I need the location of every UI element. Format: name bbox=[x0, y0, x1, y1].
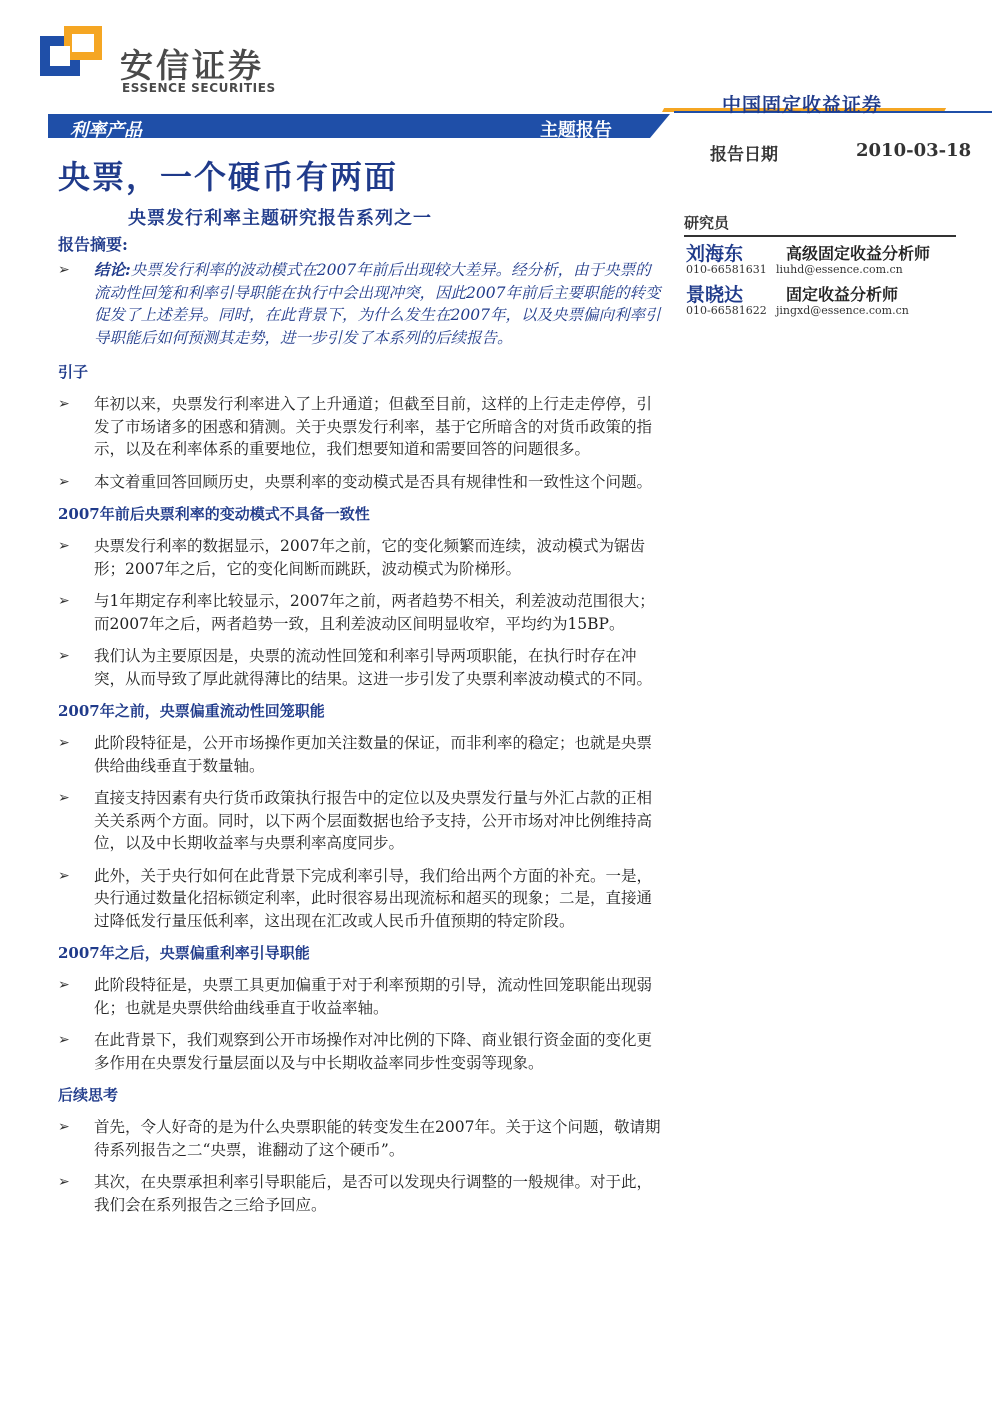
analyst-title: 高级固定收益分析师 bbox=[786, 244, 931, 263]
list-item bbox=[58, 1116, 666, 1161]
bullet-text: 直接支持因素有央行货币政策执行报告中的定位以及央票发行量与外汇占款的正相关关系两个方面。同时，以下两个层面数据也给予支持，公开市场对冲比例维持高位，以及中长期收益率与央票利率高度同步。 bbox=[94, 789, 653, 852]
list-item bbox=[58, 732, 666, 777]
bullet-text: 本文着重回答回顾历史，央票利率的变动模式是否具有规律性和一致性这个问题。 bbox=[94, 472, 653, 491]
list-item bbox=[58, 974, 666, 1019]
analyst-entry bbox=[684, 278, 956, 319]
list-item bbox=[58, 645, 666, 690]
bullet-text: 其次，在央票承担利率引导职能后，是否可以发现央行调整的一般规律。对于此，我们会在系列报告之三给予回应。 bbox=[94, 1173, 653, 1214]
analyst-title: 固定收益分析师 bbox=[786, 285, 899, 304]
summary-heading: 报告摘要: bbox=[58, 235, 128, 254]
section-heading: 引子 bbox=[58, 363, 89, 381]
logo-text-en: ESSENCE SECURITIES bbox=[122, 81, 276, 95]
arrow-bullet-icon: ➢ bbox=[58, 867, 70, 884]
list-item bbox=[58, 590, 666, 635]
arrow-bullet-icon: ➢ bbox=[58, 1032, 70, 1048]
bullet-text: 首先，令人好奇的是为什么央票职能的转变发生在2007年。关于这个问题，敬请期待系列报告之二“央票，谁翻动了这个硬币”。 bbox=[94, 1118, 661, 1159]
list-item bbox=[58, 1029, 666, 1074]
summary-text: 央票发行利率的波动模式在2007年前后出现较大差异。经分析，由于央票的流动性回笼和利率引导职能在执行中会出现冲突，因此2007年前后主要职能的转变促发了上述差异。同时，在此背景下，为什么发生在2007年，以及央票偏向利率引导职能后如何预测其走势，进一步引发了本系列的后续报告。 bbox=[94, 261, 661, 347]
analyst-phone: 010-66581622 bbox=[686, 304, 767, 317]
arrow-bullet-icon: ➢ bbox=[58, 473, 70, 490]
analyst-phone: 010-66581631 bbox=[686, 263, 767, 276]
bullet-text: 年初以来，央票发行利率进入了上升通道；但截至目前，这样的上行走走停停，引发了市场诸多的困惑和猜测。关于央票发行利率，基于它所暗含的对货币政策的指示，以及在利率体系的重要地位，我们想要知道和需要回答的问题很多。 bbox=[94, 395, 653, 458]
section-heading: 后续思考 bbox=[58, 1086, 119, 1104]
analyst-name: 景晓达 bbox=[686, 284, 744, 306]
bullet-text: 我们认为主要原因是，央票的流动性回笼和利率引导两项职能，在执行时存在冲突，从而导致了厚此就得薄比的结果。这进一步引发了央票利率波动模式的不同。 bbox=[94, 647, 653, 688]
analyst-email[interactable]: liuhd@essence.com.cn bbox=[776, 263, 903, 276]
summary-lead: 结论: bbox=[94, 260, 131, 279]
bullet-text: 此阶段特征是，公开市场操作更加关注数量的保证，而非利率的稳定；也就是央票供给曲线垂直于数量轴。 bbox=[94, 734, 653, 775]
analyst-name: 刘海东 bbox=[686, 243, 744, 265]
report-type: 主题报告 bbox=[540, 120, 612, 141]
report-date: 2010-03-18 bbox=[856, 140, 972, 161]
report-body bbox=[58, 232, 666, 1226]
list-item bbox=[58, 471, 666, 494]
arrow-bullet-icon: ➢ bbox=[58, 1174, 70, 1190]
arrow-bullet-icon: ➢ bbox=[58, 735, 70, 751]
arrow-bullet-icon: ➢ bbox=[58, 593, 70, 609]
arrow-bullet-icon: ➢ bbox=[58, 1119, 70, 1135]
analyst-email[interactable]: jingxd@essence.com.cn bbox=[776, 304, 909, 317]
page-subtitle: 央票发行利率主题研究报告系列之一 bbox=[128, 208, 432, 229]
bullet-text: 与1年期定存利率比较显示，2007年之前，两者趋势不相关，利差波动范围很大；而2007年之后，两者趋势一致，且利差波动区间明显收窄，平均约为15BP。 bbox=[94, 592, 655, 633]
bullet-text: 央票发行利率的数据显示，2007年之前，它的变化频繁而连续，波动模式为锯齿形；2007年之后，它的变化间断而跳跃，波动模式为阶梯形。 bbox=[94, 537, 645, 578]
list-item bbox=[58, 865, 666, 933]
arrow-bullet-icon: ➢ bbox=[58, 538, 70, 554]
list-item bbox=[58, 787, 666, 855]
section-label: 中国固定收益证券 bbox=[722, 94, 883, 116]
section-heading: 2007年之前，央票偏重流动性回笼职能 bbox=[58, 702, 325, 720]
report-category: 利率产品 bbox=[70, 120, 142, 141]
list-item bbox=[58, 1171, 666, 1216]
bullet-text: 此阶段特征是，央票工具更加偏重于对于利率预期的引导，流动性回笼职能出现弱化；也就是央票供给曲线垂直于收益率轴。 bbox=[94, 976, 653, 1017]
company-logo bbox=[40, 26, 300, 96]
arrow-bullet-icon: ➢ bbox=[58, 648, 70, 664]
arrow-bullet-icon: ➢ bbox=[58, 977, 70, 993]
list-item bbox=[58, 393, 666, 461]
date-label: 报告日期 bbox=[710, 145, 778, 165]
arrow-bullet-icon: ➢ bbox=[58, 262, 70, 278]
analyst-entry bbox=[684, 237, 956, 278]
arrow-bullet-icon: ➢ bbox=[58, 396, 70, 412]
logo-text-cn: 安信证券 bbox=[120, 46, 264, 85]
summary-bullet bbox=[58, 259, 666, 349]
list-item bbox=[58, 535, 666, 580]
logo-mark-icon bbox=[40, 26, 104, 80]
section-heading: 2007年之后，央票偏重利率引导职能 bbox=[58, 944, 310, 962]
arrow-bullet-icon: ➢ bbox=[58, 790, 70, 806]
section-heading: 2007年前后央票利率的变动模式不具备一致性 bbox=[58, 505, 370, 523]
page-title: 央票，一个硬币有两面 bbox=[58, 158, 399, 196]
analyst-panel bbox=[684, 212, 956, 319]
bullet-text: 此外，关于央行如何在此背景下完成利率引导，我们给出两个方面的补充。一是，央行通过数量化招标锁定利率，此时很容易出现流标和超买的现象；二是，直接通过降低发行量压低利率，这出现在汇改或人民币升值预期的特定阶段。 bbox=[94, 866, 653, 930]
analyst-heading: 研究员 bbox=[684, 212, 956, 237]
bullet-text: 在此背景下，我们观察到公开市场操作对冲比例的下降、商业银行资金面的变化更多作用在央票发行量层面以及与中长期收益率同步性变弱等现象。 bbox=[94, 1031, 653, 1072]
